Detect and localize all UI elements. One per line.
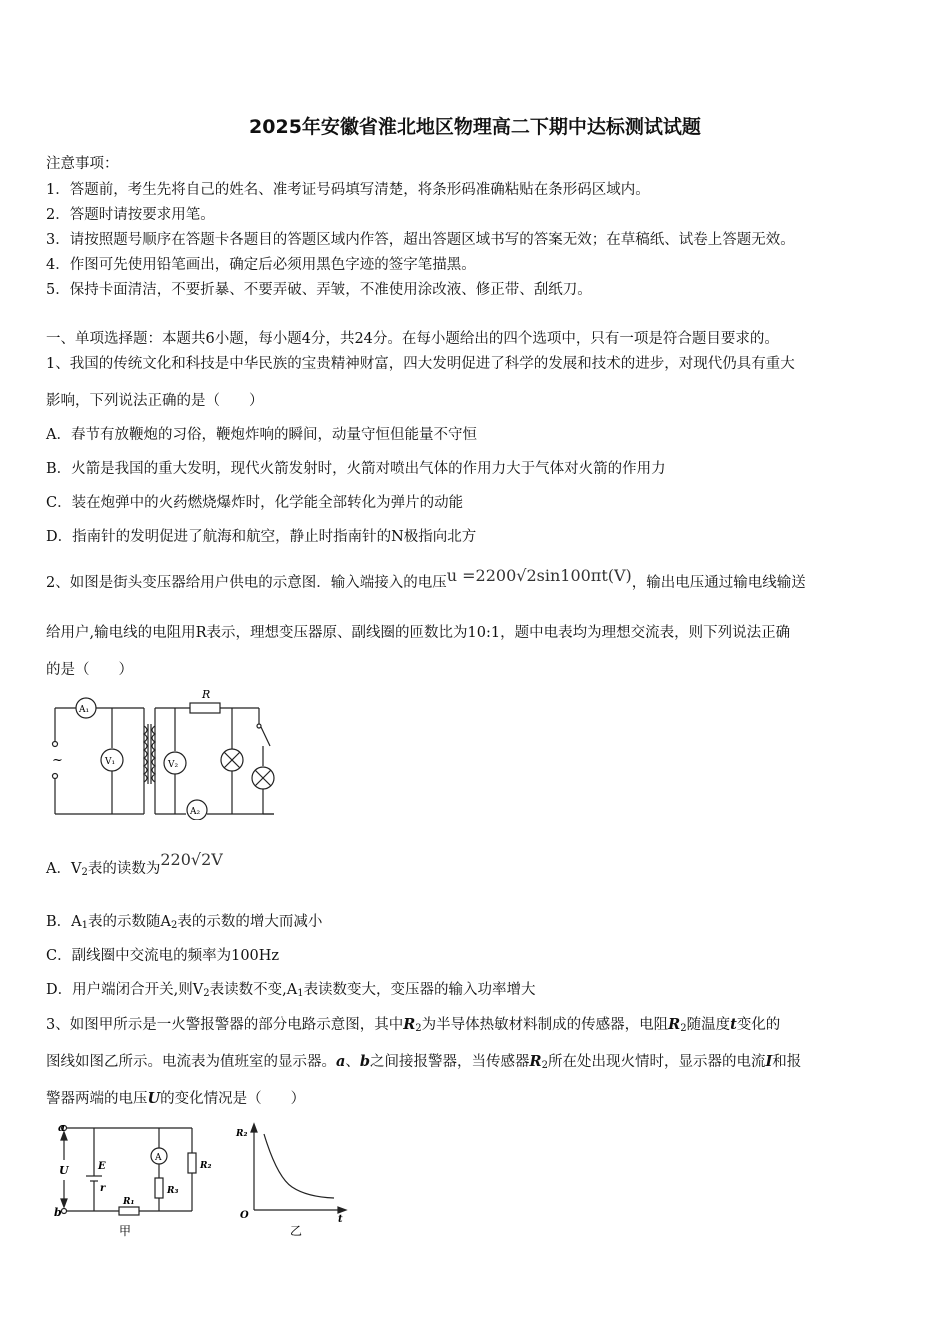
q3-sub: 2 xyxy=(680,1023,687,1034)
q2-option-d-part: D．用户端闭合开关,则V xyxy=(46,982,204,998)
q3-var: t xyxy=(730,1016,737,1033)
notice-item-2: 2．答题时请按要求用笔。 xyxy=(46,207,215,223)
ammeter-a1-label: A₁ xyxy=(79,705,90,715)
q2-option-a xyxy=(46,850,223,878)
notice-item-3: 3．请按照题号顺序在答题卡各题目的答题区域内作答，超出答题区域书写的答案无效；在草稿纸、试卷上答题无效。 xyxy=(46,232,795,248)
q2-option-b-part: B．A xyxy=(46,914,82,930)
terminal-a-label: a xyxy=(58,1121,66,1134)
graph-origin-label: O xyxy=(240,1210,249,1221)
q2-option-a-mid: 表的读数为 xyxy=(87,861,161,877)
q3-stem-line-3 xyxy=(46,1087,305,1108)
section-heading: 一、单项选择题：本题共6小题，每小题4分，共24分。在每小题给出的四个选项中，只有一项是符合题目要求的。 xyxy=(46,331,779,347)
q1-option-d: D．指南针的发明促进了航海和航空，静止时指南针的N极指向北方 xyxy=(46,529,477,545)
q1-option-c: C．装在炮弹中的火药燃烧爆炸时，化学能全部转化为弹片的动能 xyxy=(46,495,464,511)
ammeter-a-label: A xyxy=(155,1153,162,1163)
q3-var: U xyxy=(147,1090,161,1107)
figure-jia-caption: 甲 xyxy=(119,1224,132,1238)
q2-option-d-part: 表读数变大，变压器的输入功率增大 xyxy=(303,982,536,998)
q3-var: R xyxy=(529,1053,542,1070)
voltage-u-label: U xyxy=(59,1164,69,1177)
q2-stem-line-2: 给用户,输电线的电阻用R表示，理想变压器原、副线圈的匝数比为10:1，题中电表均为理想交流表，则下列说法正确 xyxy=(46,625,791,641)
q1-option-b: B．火箭是我国的重大发明，现代火箭发射时，火箭对喷出气体的作用力大于气体对火箭的作用力 xyxy=(46,461,666,477)
q3-circuit-figure-jia xyxy=(44,1118,224,1243)
q3-text: 变化的 xyxy=(736,1017,781,1033)
voltmeter-v2-label: V₂ xyxy=(168,760,179,770)
q3-text: 所在处出现火情时，显示器的电流 xyxy=(547,1054,766,1070)
q2-stem-post: ，输出电压通过输电线输送 xyxy=(631,575,806,591)
q2-stem-line-3: 的是（ ） xyxy=(46,662,133,678)
q2-option-d-part: 表读数不变,A xyxy=(209,982,298,998)
resistor-r-label: R xyxy=(202,688,211,701)
notice-item-5: 5．保持卡面清洁，不要折暴、不要弄破、弄皱，不准使用涂改液、修正带、刮纸刀。 xyxy=(46,282,592,298)
r3-label: R₃ xyxy=(167,1186,179,1196)
q1-stem-line-2: 影响，下列说法正确的是（ ） xyxy=(46,393,264,409)
graph-y-axis-label: R₂ xyxy=(236,1129,248,1139)
q3-text: 之间接报警器，当传感器 xyxy=(370,1054,530,1070)
voltmeter-v1-label: V₁ xyxy=(105,757,116,767)
r1-label: R₁ xyxy=(123,1197,135,1207)
q2-option-b-sub: 2 xyxy=(171,920,178,931)
r2-label: R₂ xyxy=(200,1161,212,1171)
ammeter-a2-label: A₂ xyxy=(190,807,201,817)
q3-sub: 2 xyxy=(415,1023,422,1034)
q3-text: 和报 xyxy=(772,1054,802,1070)
q2-option-d-sub: 2 xyxy=(203,988,210,999)
internal-r-label: r xyxy=(100,1183,106,1194)
q2-stem-line-1 xyxy=(46,566,806,592)
q2-option-c: C．副线圈中交流电的频率为100Hz xyxy=(46,948,280,964)
graph-x-axis-label: t xyxy=(338,1214,343,1225)
q2-option-a-pre: A．V xyxy=(46,861,82,877)
q3-var: I xyxy=(765,1053,773,1070)
q2-option-d-sub: 1 xyxy=(297,988,304,999)
q3-text: 图线如图乙所示。电流表为值班室的显示器。 xyxy=(46,1054,336,1070)
q2-transformer-circuit xyxy=(44,686,284,820)
q3-var: R xyxy=(403,1016,416,1033)
page-title: 2025年安徽省淮北地区物理高二下期中达标测试试题 xyxy=(249,116,701,138)
q2-option-b-sub: 1 xyxy=(81,920,89,931)
q2-stem-pre: 2、如图是街头变压器给用户供电的示意图．输入端接入的电压 xyxy=(46,575,447,591)
q3-text: 、 xyxy=(345,1054,360,1070)
q2-voltage-formula: u =2200√2sin100πt(V) xyxy=(446,566,632,585)
q3-graph-figure-yi xyxy=(232,1122,350,1242)
q3-text: 3、如图甲所示是一火警报警器的部分电路示意图，其中 xyxy=(46,1017,404,1033)
figure-yi-caption: 乙 xyxy=(290,1224,303,1238)
q2-option-b xyxy=(46,910,322,931)
q1-stem-line-1: 1、我国的传统文化和科技是中华民族的宝贵精神财富，四大发明促进了科学的发展和技术的进步，对现代仍具有重大 xyxy=(46,356,795,372)
q3-text: 为半导体热敏材料制成的传感器，电阻 xyxy=(421,1017,669,1033)
terminal-b-label: b xyxy=(54,1206,62,1219)
notice-item-1: 1．答题前，考生先将自己的姓名、准考证号码填写清楚，将条形码准确粘贴在条形码区域内。 xyxy=(46,182,650,198)
q2-option-a-sub: 2 xyxy=(81,867,88,878)
q2-option-a-value: 220√2V xyxy=(160,850,223,869)
q3-var: R xyxy=(668,1016,681,1033)
q3-text: 的变化情况是（ ） xyxy=(160,1091,306,1107)
q2-option-b-part: 表的示数随A xyxy=(88,914,171,930)
q3-sub: 2 xyxy=(541,1060,548,1071)
q3-stem-line-1 xyxy=(46,1013,780,1034)
q3-text: 随温度 xyxy=(686,1017,731,1033)
notice-item-4: 4．作图可先使用铅笔画出，确定后必须用黑色字迹的签字笔描黑。 xyxy=(46,257,476,273)
notice-heading: 注意事项： xyxy=(46,156,119,172)
q1-option-a: A．春节有放鞭炮的习俗，鞭炮炸响的瞬间，动量守恒但能量不守恒 xyxy=(46,427,477,443)
q3-var: a xyxy=(336,1053,346,1070)
q2-option-b-part: 表的示数的增大而减小 xyxy=(177,914,323,930)
q3-stem-line-2 xyxy=(46,1050,801,1071)
q3-text: 警器两端的电压 xyxy=(46,1091,148,1107)
q2-option-d xyxy=(46,978,536,999)
ac-source-label: ~ xyxy=(52,753,63,768)
q3-var: b xyxy=(359,1053,371,1070)
emf-e-label: E xyxy=(98,1161,106,1172)
